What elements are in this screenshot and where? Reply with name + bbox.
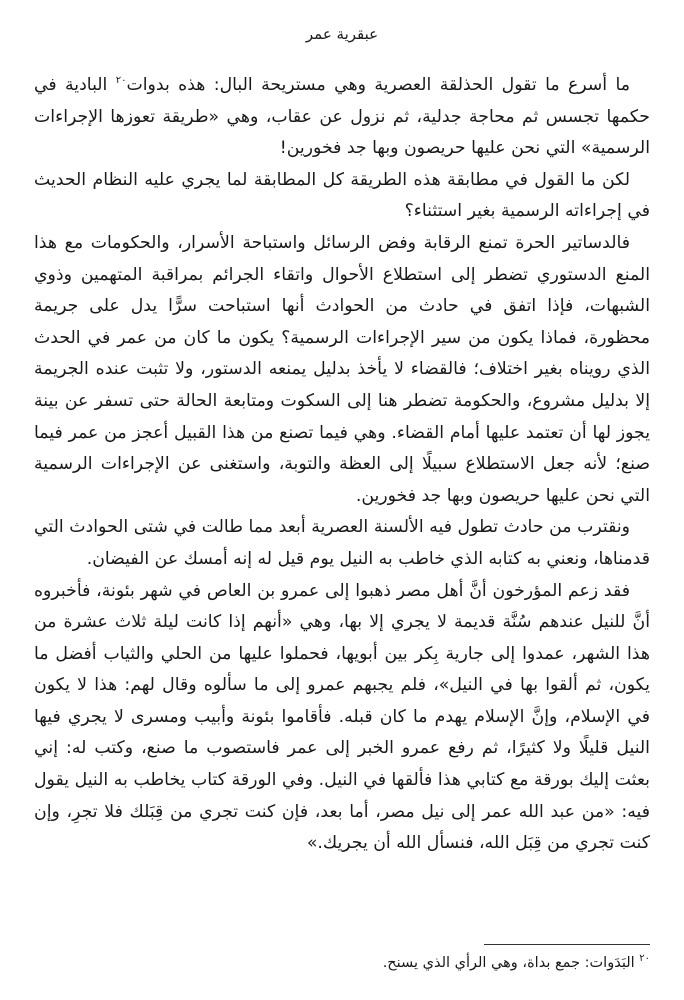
footnote-text: البَدَوات: جمع بداة، وهي الرأي الذي يسنح. xyxy=(382,955,640,971)
paragraph-1-after: البادية في حكمها تجسس ثم محاجة جدلية، ثم نزول عن عقاب، وهي «طريقة تعوزها الإجراءات الرسمية» التي نحن عليها حريصون وبها جد فخورين! xyxy=(34,75,650,159)
footnote xyxy=(34,953,650,973)
footnote-number: ٢٠ xyxy=(639,953,650,965)
footnote-reference[interactable]: ٢٠ xyxy=(115,75,127,87)
body-text xyxy=(34,70,650,860)
paragraph-1 xyxy=(34,70,650,165)
paragraph-2: لكن ما القول في مطابقة هذه الطريقة كل المطابقة لما يجري عليه النظام الحديث في إجراءاته الرسمية بغير استثناء؟ xyxy=(34,169,650,222)
paragraph-4: ونقترب من حادث تطول فيه الألسنة العصرية أبعد مما طالت في شتى الحوادث التي قدمناها، ونعني به كتابه الذي خاطب به النيل يوم قيل له إنه أمسك عن الفيضان. xyxy=(34,517,650,569)
paragraph-5: فقد زعم المؤرخون أنَّ أهل مصر ذهبوا إلى عمرو بن العاص في شهر بئونة، فأخبروه أنَّ للنيل عندهم سُنَّة قديمة لا يجري إلا بها، وهي «أنهم إذا كانت ليلة ثلاث عشرة من هذا الشهر، عمدوا إلى جارية بِكر بين أبويها، فحملوا عليها من الحلي والثياب أفضل ما يكون، ثم ألقوا بها في النيل»، فلم يجبهم عمرو إلى ما سألوه وقال لهم: هذا لا يكون في الإسلام، وإنَّ الإسلام يهدم ما كان قبله. فأقاموا بئونة وأبيب ومسرى لا يجري فيها النيل قليلًا ولا كثيرًا، ثم رفع عمرو الخبر إلى عمر فاستصوب ما صنع، وكتب له: إني بعثت إليك بورقة مع كتابي هذا فألقها في النيل. وفي الورقة كتاب يخاطب به النيل يقول فيه: «من عبد الله عمر إلى نيل مصر، أما بعد، فإن كنت تجري من قِبَلك فلا تجرِ، وإن كنت تجري من قِبَل الله، فنسأل الله أن يجريك.» xyxy=(34,580,650,854)
running-header: عبقرية عمر xyxy=(305,25,379,43)
paragraph-1-before: ما أسرع ما تقول الحذلقة العصرية وهي مستريحة البال: هذه بدوات xyxy=(126,75,630,95)
paragraph-3: فالدساتير الحرة تمنع الرقابة وفض الرسائل واستباحة الأسرار، والحكومات مع هذا المنع الدستوري تضطر إلى استطلاع الأحوال واتقاء الجرائم بمراقبة المتهمين وذوي الشبهات، فإذا اتفق في حادث من الحوادث أنها استباحت سرًّا يدل على جريمة محظورة، فماذا يكون من سير الإجراءات الرسمية؟ يكون ما كان من عمر في الحدث الذي رويناه بغير اختلاف؛ فالقضاء لا يأخذ بدليل يمنعه الدستور، ولا تثبت عنده الجريمة إلا بدليل مشروع، والحكومة تضطر هنا إلى السكوت ومتابعة الحالة حتى تسفر عن بينة يجوز لها أن تعتمد عليها أمام القضاء. وهي فيما تصنع من هذا القبيل أعجز من عمر فيما صنع؛ لأنه جعل الاستطلاع سبيلًا إلى العظة والتوبة، واستغنى عن الإجراءات الرسمية التي نحن عليها حريصون وبها جد فخورين. xyxy=(34,232,650,506)
footnote-divider xyxy=(484,944,650,945)
